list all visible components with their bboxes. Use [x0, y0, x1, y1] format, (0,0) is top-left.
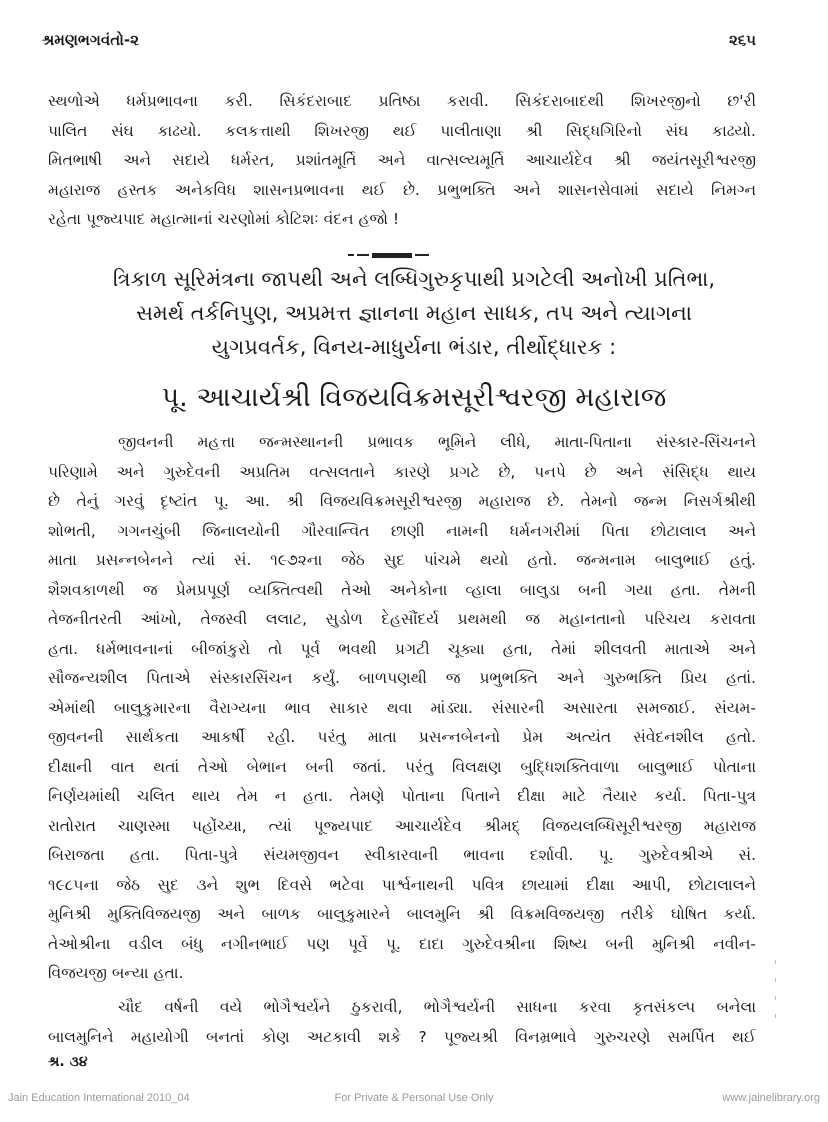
divider-block — [372, 253, 412, 258]
text-line: બિરાજતા હતા. પિતા-પુત્રે સંયમજીવન સ્વીકારવાની ભાવના દર્શાવી. પૂ. ગુરુદેવશ્રીએ સં. — [48, 846, 756, 864]
text-line: જીવનની સાર્થકતા આકર્ષી રહી. પરંતુ માતા પ્રસન્નબેનનો પ્રેમ અત્યંત સંવેદનશીલ હતો. — [48, 728, 756, 746]
text-line: સ્થળોએ ધર્મપ્રભાવના કરી. સિકંદરાબાદ પ્રતિષ્ઠા કરાવી. સિકંદરાબાદથી શિખરજીનો છ'રી — [48, 92, 756, 110]
text-line: વિજયજી બન્યા હતા. — [48, 964, 184, 982]
text-line: મિતભાષી અને સદાયે ધર્મરત, પ્રશાંતમૂર્તિ અને વાત્સલ્યમૂર્તિ આચાર્યદેવ શ્રી જયંતસૂરીશ્વરજી — [48, 151, 756, 169]
body-paragraph-1 — [48, 428, 756, 989]
margin-tick — [775, 996, 776, 1000]
text-line: શૈશવકાળથી જ પ્રેમપ્રપૂર્ણ વ્યક્તિત્વથી તેઓ અનેકોના વ્હાલા બાલુડા બની ગયા હતા. તેમની — [48, 580, 756, 599]
text-line: ચૌદ વર્ષની વયે ભોગૈશ્વર્યને ઠુકરાવી, ભોગૈશ્વર્યની સાધના કરવા કૃતસંકલ્પ બનેલા — [118, 998, 756, 1016]
section-subtitle — [40, 262, 788, 364]
text-line: નિર્ણયમાંથી ચલિત થાય તેમ ન હતા. તેમણે પોતાના પિતાને દીક્ષા માટે તૈયાર કર્યા. પિતા-પુત્ર — [48, 787, 756, 805]
signature-mark: શ્ર. ૩૪ — [48, 1054, 88, 1070]
section-title: પૂ. આચાર્યશ્રી વિજયવિક્રમસૂરીશ્વરજી મહારાજ — [161, 382, 667, 413]
text-line: રાતોરાત ચાણસ્મા પહોંચ્યા, ત્યાં પૂજ્યપાદ આચાર્યદેવ શ્રીમદ્ વિજયલબ્ધિસૂરીશ્વરજી મહારાજ — [48, 816, 756, 835]
divider-dash — [348, 254, 354, 256]
text-line: સૌજન્યશીલ પિતાએ સંસ્કારસિંચન કર્યું. બાળપણથી જ પ્રભુભક્તિ અને ગુરુભક્તિ પ્રિય હતાં. — [48, 669, 756, 687]
page-footer — [8, 1092, 820, 1104]
divider-dash — [415, 254, 429, 256]
divider-dash — [357, 254, 369, 256]
text-line: તેજનીતરતી આંખો, તેજસ્વી લલાટ, સુડોળ દેહસૌંદર્ય પ્રથમથી જ મહાનતાનો પરિચય કરાવતા — [48, 610, 756, 628]
text-line: શોભતી, ગગનચુંબી જિનાલયોની ગૌરવાન્વિત છાણી નામની ધર્મનગરીમાં પિતા છોટાલાલ અને — [48, 521, 756, 540]
text-line: મુનિશ્રી મુક્તિવિજયજી અને બાળક બાલુકુમારને બાલમુનિ શ્રી વિક્રમવિજયજી તરીકે ઘોષિત કર્યા. — [48, 905, 756, 923]
text-line: રહેતા પૂજ્યપાદ મહાત્માનાં ચરણોમાં કોટિશઃ વંદન હજો ! — [48, 210, 400, 228]
text-line: ૧૯૮૫ના જેઠ સુદ ૩ને શુભ દિવસે ભટેવા પાર્શ્વનાથની પવિત્ર છાયામાં દીક્ષા આપી, છોટાલાલને — [48, 875, 756, 894]
body-paragraph-2 — [48, 993, 756, 1052]
text-line: જીવનની મહત્તા જન્મસ્થાનની પ્રભાવક ભૂમિને લીધે, માતા-પિતાના સંસ્કાર-સિંચનને — [118, 433, 756, 451]
margin-tick — [775, 978, 776, 982]
text-line: એમાંથી બાલુકુમારના વૈરાગ્યના ભાવ સાકાર થવા માંડ્યા. સંસારની અસારતા સમજાઈ. સંયમ- — [48, 698, 756, 717]
text-line: દીક્ષાની વાત થતાં તેઓ બેભાન બની જતાં. પરંતુ વિલક્ષણ બુદ્ધિશક્તિવાળા બાલુભાઈ પોતાના — [48, 757, 756, 776]
text-line: બાલમુનિને મહાયોગી બનતાં કોણ અટકાવી શકે ? પૂજ્યશ્રી વિનમ્રભાવે ગુરુચરણે સમર્પિત થઈ — [48, 1027, 756, 1046]
subtitle-line: સમર્થ તર્કનિપુણ, અપ્રમત્ત જ્ઞાનના મહાન સાધક, તપ અને ત્યાગના — [136, 301, 692, 325]
margin-marks — [775, 960, 777, 1040]
margin-tick — [775, 1014, 776, 1018]
text-line: છે તેનું ગરવું દૃષ્ટાંત પૂ. આ. શ્રી વિજયવિક્રમસૂરીશ્વરજી મહારાજ છે. તેમનો જન્મ નિસર્ગશ્રીથી — [48, 492, 756, 510]
subtitle-line: યુગપ્રવર્તક, વિનય-માધુર્યના ભંડાર, તીર્થોદ્ધારક : — [211, 335, 617, 359]
footer-website-link[interactable]: www.jainelibrary.org — [722, 1092, 820, 1104]
text-line: પરિણામે અને ગુરુદેવની અપ્રતિમ વત્સલતાને કારણે પ્રગટે છે, પનપે છે અને સંસિદ્ધ થાય — [48, 462, 756, 481]
text-line: હતા. ધર્મભાવનાનાં બીજાંકુરો તો પૂર્વ ભવથી પ્રગટી ચૂક્યા હતા, તેમાં શીલવતી માતાએ અને — [48, 639, 756, 658]
text-line: પાલિત સંઘ કાઢયો. કલકત્તાથી શિખરજી થઈ પાલીતાણા શ્રી સિદ્ધગિરિનો સંઘ કાઢયો. — [48, 121, 756, 140]
page-header — [42, 28, 756, 52]
margin-tick — [775, 960, 776, 964]
text-line: તેઓશ્રીના વડીલ બંધુ નગીનભાઈ પણ પૂર્વે પૂ. દાદા ગુરુદેવશ્રીના શિષ્ય બની મુનિશ્રી નવીન- — [48, 934, 756, 953]
subtitle-line: ત્રિકાળ સૂરિમંત્રના જાપથી અને લબ્ધિગુરુકૃપાથી પ્રગટેલી અનોખી પ્રતિભા, — [112, 267, 716, 291]
page-number: ૨૬૫ — [728, 31, 756, 49]
footer-usage-note: For Private & Personal Use Only — [334, 1092, 494, 1104]
running-title: શ્રમણભગવંતો-૨ — [42, 31, 139, 49]
footer-publisher: Jain Education International 2010_04 — [8, 1092, 190, 1104]
text-line: માતા પ્રસન્નબેનને ત્યાં સં. ૧૯૭૨ના જેઠ સુદ પાંચમે થયો હતો. જન્મનામ બાલુભાઈ હતું. — [48, 551, 756, 569]
text-line: મહારાજ હસ્તક અનેકવિધ શાસનપ્રભાવના થઈ છે. પ્રભુભક્તિ અને શાસનસેવામાં સદાયે નિમગ્ન — [48, 180, 756, 199]
intro-paragraph — [48, 87, 756, 235]
ornament-divider — [348, 251, 440, 259]
